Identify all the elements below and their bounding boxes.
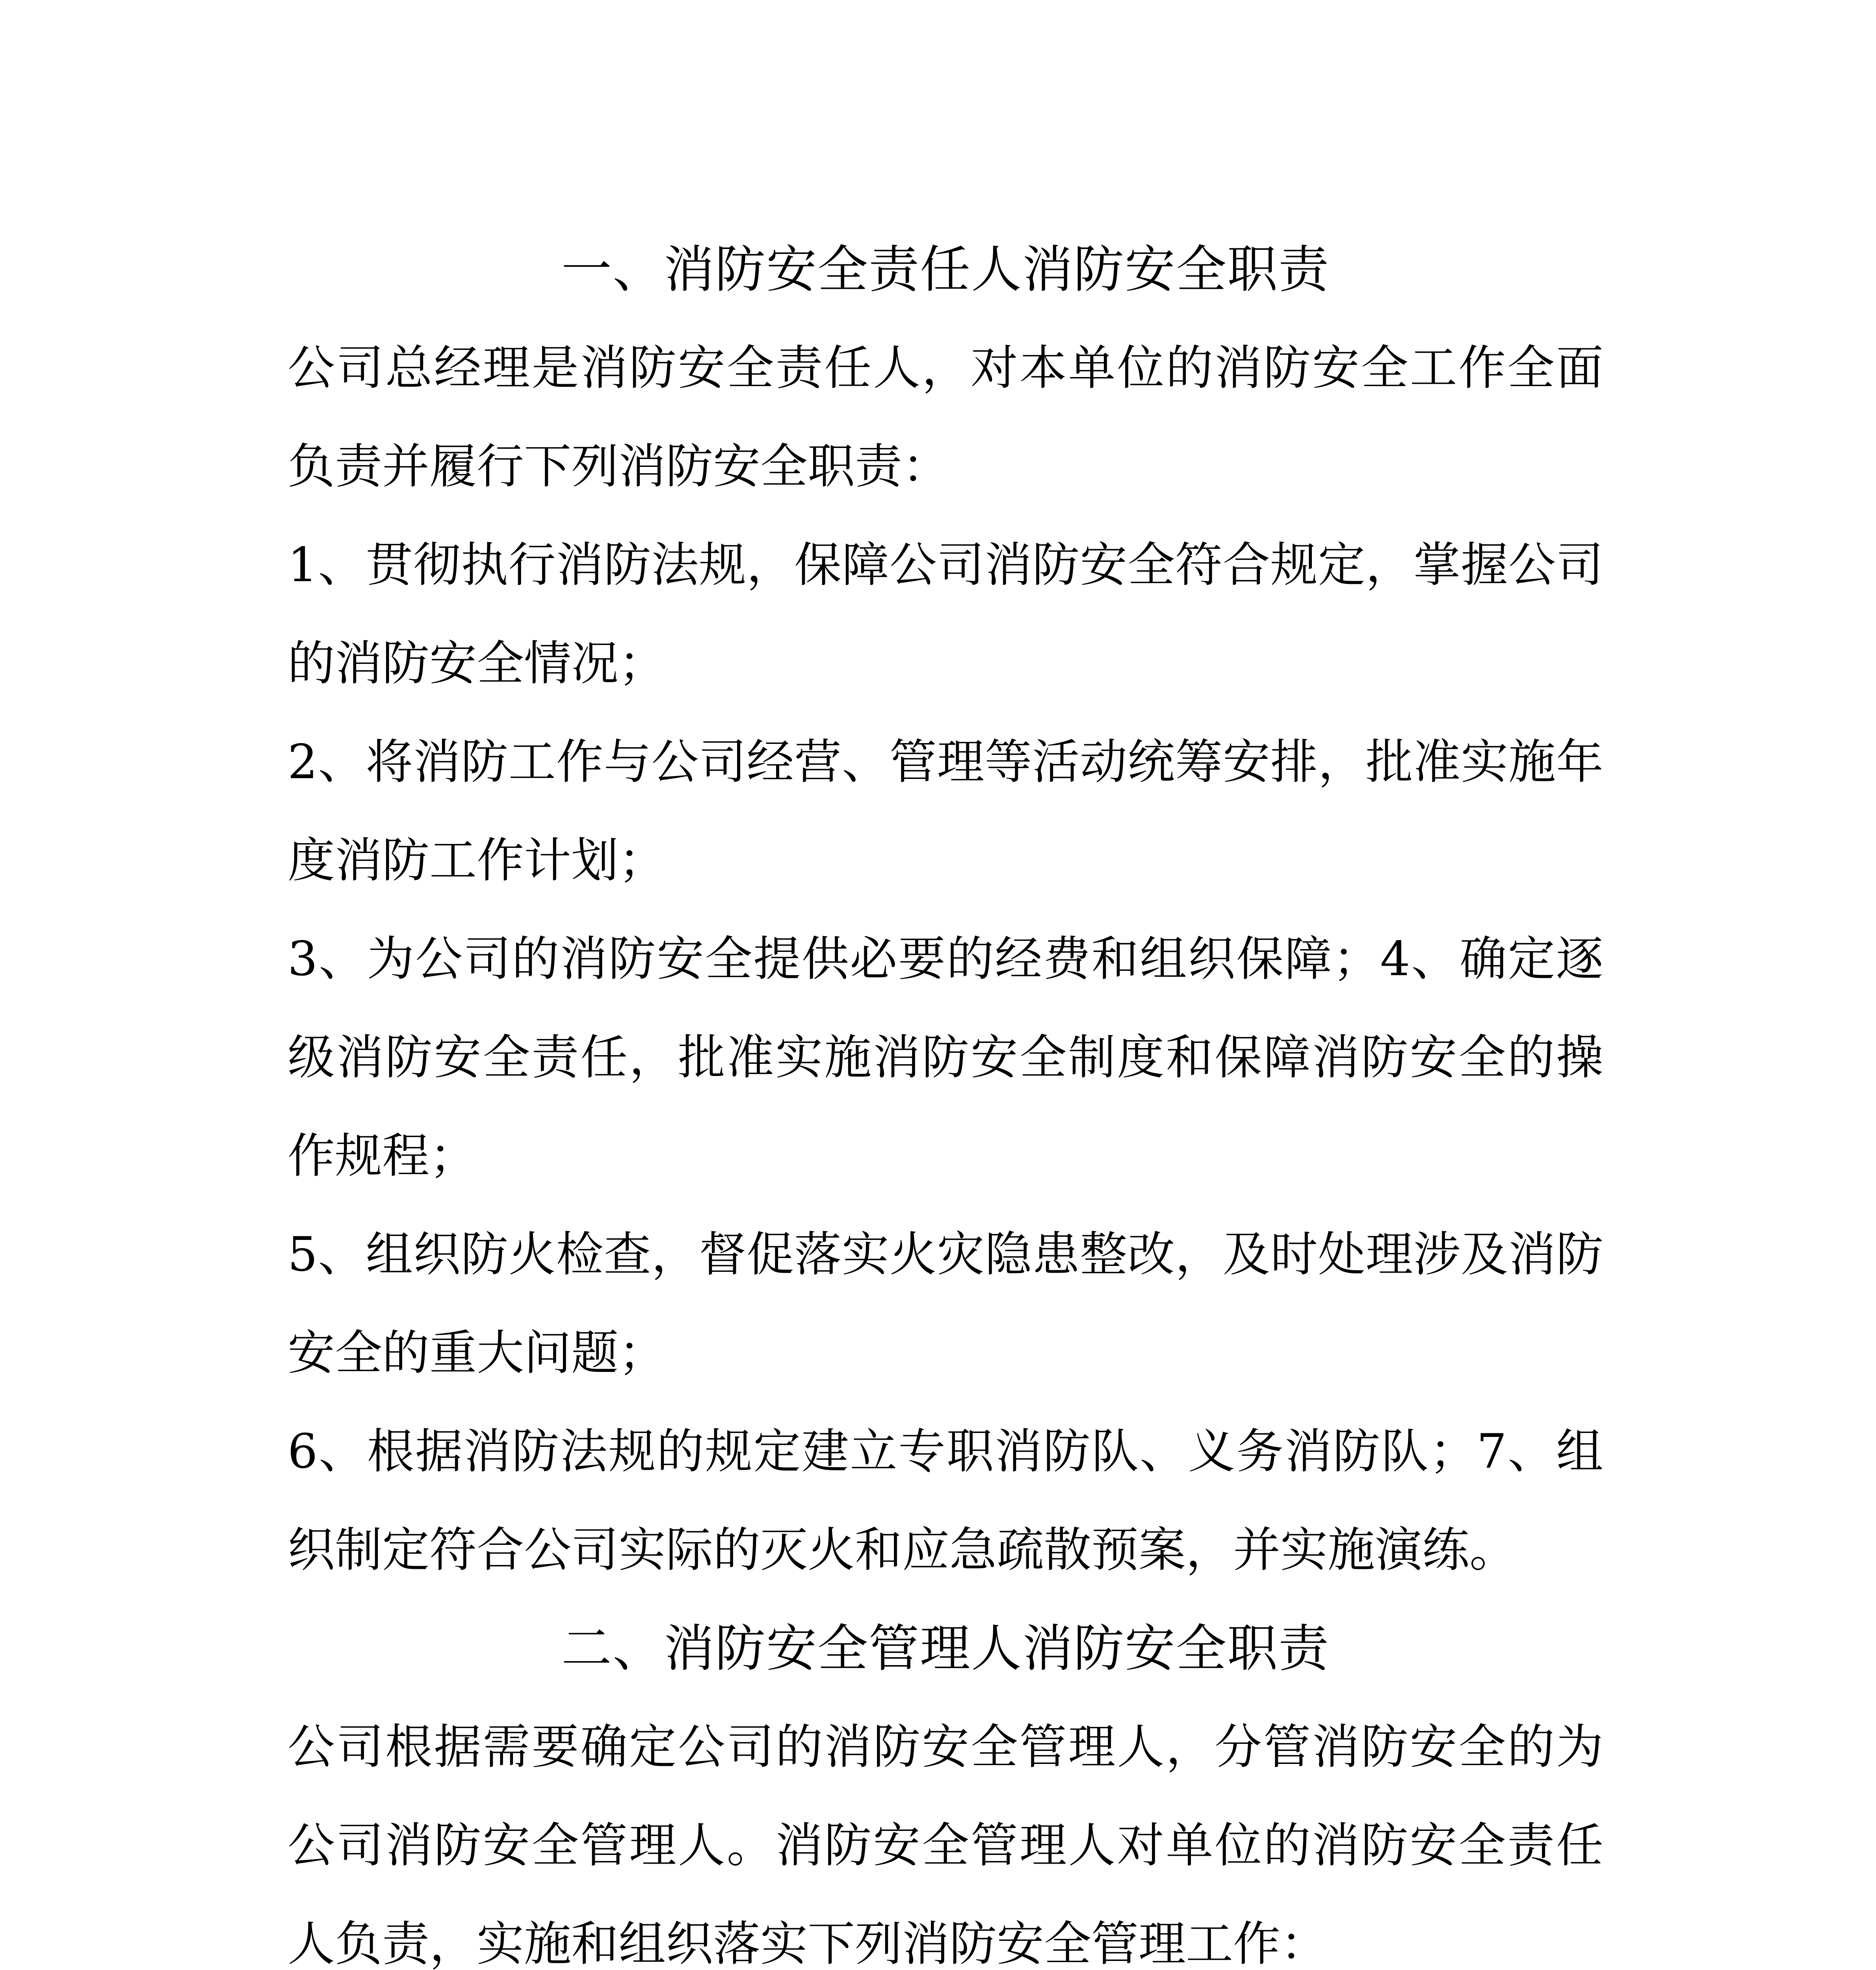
section-1-item-3: 3、为公司的消防安全提供必要的经费和组织保障；4、确定逐级消防安全责任，批准实施消防安全制度和保障消防安全的操作规程； [288,932,1603,1184]
section-1-item-1: 1、贯彻执行消防法规，保障公司消防安全符合规定，掌握公司的消防安全情况； [288,538,1603,691]
section-2-heading: 二、消防安全管理人消防安全职责 [561,1619,1330,1678]
section-1-item-5: 6、根据消防法规的规定建立专职消防队、义务消防队；7、组织制定符合公司实际的灭火和应急疏散预案，并实施演练。 [288,1424,1603,1578]
section-2-intro: 公司根据需要确定公司的消防安全管理人，分管消防安全的为公司消防安全管理人。消防安全管理人对单位的消防安全责任人负责，实施和组织落实下列消防安全管理工作： [288,1720,1603,1970]
document-page [288,221,1603,1970]
section-1-item-4: 5、组织防火检查，督促落实火灾隐患整改，及时处理涉及消防安全的重大问题； [288,1227,1603,1381]
section-1-heading: 一、消防安全责任人消防安全职责 [561,240,1330,299]
section-1-item-2: 2、将消防工作与公司经营、管理等活动统筹安排，批准实施年度消防工作计划； [288,735,1603,888]
section-1-intro: 公司总经理是消防安全责任人，对本单位的消防安全工作全面负责并履行下列消防安全职责： [288,341,1603,494]
